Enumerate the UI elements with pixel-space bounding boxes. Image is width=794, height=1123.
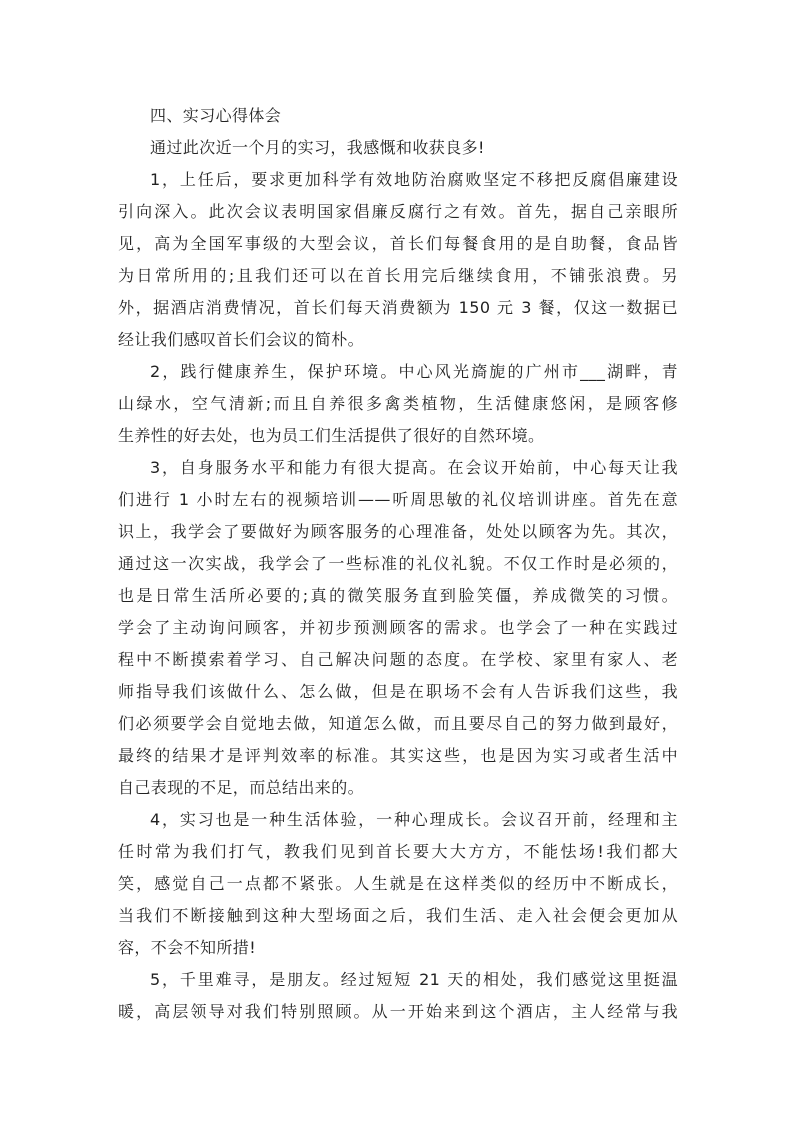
paragraph-point-1 — [118, 164, 678, 356]
paragraph-point-4 — [118, 804, 678, 964]
paragraph-point-2 — [118, 356, 678, 452]
paragraph-line: 引向深入。此次会议表明国家倡廉反腐行之有效。首先，据自己亲眼所 — [118, 202, 678, 221]
paragraph-line: 通过此次近一个月的实习，我感慨和收获良多! — [150, 138, 485, 157]
paragraph-line: 最终的结果才是评判效率的标准。其实这些，也是因为实习或者生活中 — [118, 746, 678, 765]
paragraph-line: 们进行 1 小时左右的视频培训——听周思敏的礼仪培训讲座。首先在意 — [118, 490, 678, 509]
paragraph-line: 师指导我们该做什么、怎么做，但是在职场不会有人告诉我们这些，我 — [118, 682, 678, 701]
paragraph-line: 也是日常生活所必要的;真的微笑服务直到脸笑僵，养成微笑的习惯。 — [118, 586, 678, 605]
paragraph-line: 通过这一次实战，我学会了一些标准的礼仪礼貌。不仅工作时是必须的， — [118, 554, 678, 573]
paragraph-line: 自己表现的不足，而总结出来的。 — [118, 778, 365, 797]
paragraph-line: 山绿水，空气清新;而且自养很多禽类植物，生活健康悠闲，是顾客修 — [118, 394, 678, 413]
paragraph-line: 任时常为我们打气，教我们见到首长要大大方方，不能怯场!我们都大 — [118, 842, 678, 861]
paragraph-line: 1，上任后，要求更加科学有效地防治腐败坚定不移把反腐倡廉建设 — [150, 170, 678, 189]
paragraph-line: 外，据酒店消费情况，首长们每天消费额为 150 元 3 餐，仅这一数据已 — [118, 298, 678, 317]
paragraph-line: 识上，我学会了要做好为顾客服务的心理准备，处处以顾客为先。其次， — [118, 522, 678, 541]
paragraph-line: 4，实习也是一种生活体验，一种心理成长。会议召开前，经理和主 — [150, 810, 678, 829]
paragraph-line: 当我们不断接触到这种大型场面之后，我们生活、走入社会便会更加从 — [118, 906, 678, 925]
paragraph-line: 学会了主动询问顾客，并初步预测顾客的需求。也学会了一种在实践过 — [118, 618, 678, 637]
paragraph-line: 笑，感觉自己一点都不紧张。人生就是在这样类似的经历中不断成长， — [118, 874, 678, 893]
paragraph-point-5 — [118, 964, 678, 1028]
paragraph-line: 生养性的好去处，也为员工们生活提供了很好的自然环境。 — [118, 426, 545, 445]
paragraph-line: 们必须要学会自觉地去做，知道怎么做，而且要尽自己的努力做到最好， — [118, 714, 678, 733]
paragraph-line: 程中不断摸索着学习、自己解决问题的态度。在学校、家里有家人、老 — [118, 650, 678, 669]
paragraph-intro — [118, 132, 678, 164]
paragraph-line: 3，自身服务水平和能力有很大提高。在会议开始前，中心每天让我 — [150, 458, 678, 477]
paragraph-line: 容，不会不知所措! — [118, 938, 257, 957]
paragraph-line: 2，践行健康养生，保护环境。中心风光旖旎的广州市___湖畔，青 — [150, 362, 678, 381]
paragraph-line: 5，千里难寻，是朋友。经过短短 21 天的相处，我们感觉这里挺温 — [150, 970, 678, 989]
paragraph-line: 为日常所用的;且我们还可以在首长用完后继续食用，不铺张浪费。另 — [118, 266, 678, 285]
paragraph-point-3 — [118, 452, 678, 804]
document-page — [118, 100, 678, 1028]
section-heading: 四、实习心得体会 — [150, 106, 282, 125]
paragraph-line: 见，高为全国军事级的大型会议，首长们每餐食用的是自助餐，食品皆 — [118, 234, 678, 253]
paragraph-line: 经让我们感叹首长们会议的简朴。 — [118, 330, 365, 349]
paragraph-line: 暖，高层领导对我们特别照顾。从一开始来到这个酒店，主人经常与我 — [118, 1002, 678, 1021]
